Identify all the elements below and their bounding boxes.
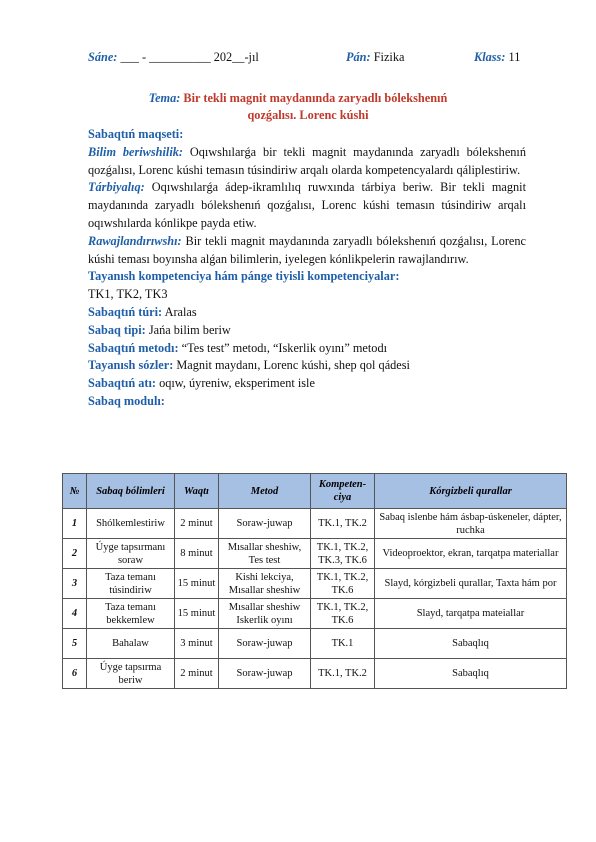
row-number: 5 [63,629,87,659]
row-time: 8 minut [175,539,219,569]
lesson-motto: Sabaqtıń atı: oqıw, úyreniw, eksperiment isle [88,376,315,391]
row-section: Bahalaw [87,629,175,659]
row-section: Shólkemlestiriw [87,509,175,539]
col-header-method: Metod [219,474,311,509]
row-method: Soraw-juwap [219,629,311,659]
row-method: Soraw-juwap [219,659,311,689]
row-number: 2 [63,539,87,569]
lesson-topic [88,90,528,124]
row-method: Kishi lekciya, Mısallar sheshiw [219,569,311,599]
row-competency: TK.1 [311,629,375,659]
table-row [63,629,567,659]
subject-field: Pán: Fizika [346,50,405,64]
col-header-competency: Kompeten-ciya [311,474,375,509]
lesson-body [88,126,526,411]
class-field: Klass: 11 [474,50,521,64]
topic-line-2: qozǵalısı. Lorenc kúshi [247,108,369,122]
developmental-goal: Rawajlandırıwshı: Bir tekli magnit maydanında zaryadlı bólekshenıń qozǵalısı, Lorenc kúshi teması boyınsha alǵan bilimlerin, iyelegen kónlikpelerin rawajlandırıw. [88,233,526,266]
date-field: Sáne: ___ - __________ 202__-jıl [88,50,259,64]
row-materials: Slayd, tarqatpa mateiallar [375,599,567,629]
col-header-number: № [63,474,87,509]
row-competency: TK.1, TK.2, TK.3, TK.6 [311,539,375,569]
row-materials: Videoproektor, ekran, tarqatpa materiallar [375,539,567,569]
competency-heading: Tayanısh kompetenciya hám pánge tiyisli kompetenciyalar: [88,269,400,284]
col-header-sections: Sabaq bólimleri [87,474,175,509]
row-section: Taza temanı bekkemlew [87,599,175,629]
row-time: 15 minut [175,569,219,599]
competency-list: TK1, TK2, TK3 [88,287,168,302]
row-time: 2 minut [175,509,219,539]
table-row [63,509,567,539]
row-competency: TK.1, TK.2 [311,509,375,539]
col-header-materials: Kórgizbeli qurallar [375,474,567,509]
row-number: 1 [63,509,87,539]
row-competency: TK.1, TK.2, TK.6 [311,569,375,599]
educational-goal: Bilim beriwshilik: Oqıwshılarǵa bir tekli magnit maydanında zaryadlı bólekshenıń qozǵalısı, Lorenc kúshi temasın túsindiriw arqalı olarda kompetencyalardı qáliplestiriw. [88,144,526,177]
row-section: Úyge tapsırmanı soraw [87,539,175,569]
row-number: 6 [63,659,87,689]
topic-label: Tema: [148,91,181,105]
row-time: 15 minut [175,599,219,629]
row-time: 3 minut [175,629,219,659]
row-method: Soraw-juwap [219,509,311,539]
lesson-method: Sabaqtıń metodı: “Tes test” metodı, “Iskerlik oyını” metodı [88,340,388,355]
table-row [63,599,567,629]
lesson-module-table [62,473,567,689]
key-words: Tayanısh sózler: Magnit maydanı, Lorenc kúshi, shep qol qádesi [88,358,410,373]
col-header-time: Waqtı [175,474,219,509]
row-number: 3 [63,569,87,599]
table-row [63,659,567,689]
goal-heading: Sabaqtıń maqseti: [88,127,184,141]
lesson-header [88,50,528,68]
upbringing-goal: Tárbiyalıq: Oqıwshılarǵa ádep-ikramlılıq ruwxında tárbiya beriw. Bir tekli magnit maydanında zaryadlı bólekshenıń qozǵalısı, Lorenc kúshi temasın túsindiriw arqalı oqıwshılarda kónlikpe payda etiw. [88,180,527,230]
table-header-row [63,474,567,509]
module-heading: Sabaq modulı: [88,393,165,408]
topic-line-1: Bir tekli magnit maydanında zaryadlı bólekshenıń [183,91,448,105]
row-materials: Sabaq islenbe hám ásbap-úskeneler, dápter, ruchka [375,509,567,539]
row-competency: TK.1, TK.2, TK.6 [311,599,375,629]
row-section: Úyge tapsırma beriw [87,659,175,689]
row-section: Taza temanı túsindiriw [87,569,175,599]
row-number: 4 [63,599,87,629]
table-row [63,539,567,569]
lesson-kind: Sabaq tipi: Jańa bilim beriw [88,322,231,337]
row-method: Mısallar sheshiw Iskerlik oyını [219,599,311,629]
row-materials: Slayd, kórgizbeli qurallar, Taxta hám por [375,569,567,599]
row-materials: Sabaqlıq [375,629,567,659]
row-materials: Sabaqlıq [375,659,567,689]
lesson-type: Sabaqtıń túri: Aralas [88,304,197,319]
row-time: 2 minut [175,659,219,689]
row-method: Mısallar sheshiw, Tes test [219,539,311,569]
table-row [63,569,567,599]
row-competency: TK.1, TK.2 [311,659,375,689]
